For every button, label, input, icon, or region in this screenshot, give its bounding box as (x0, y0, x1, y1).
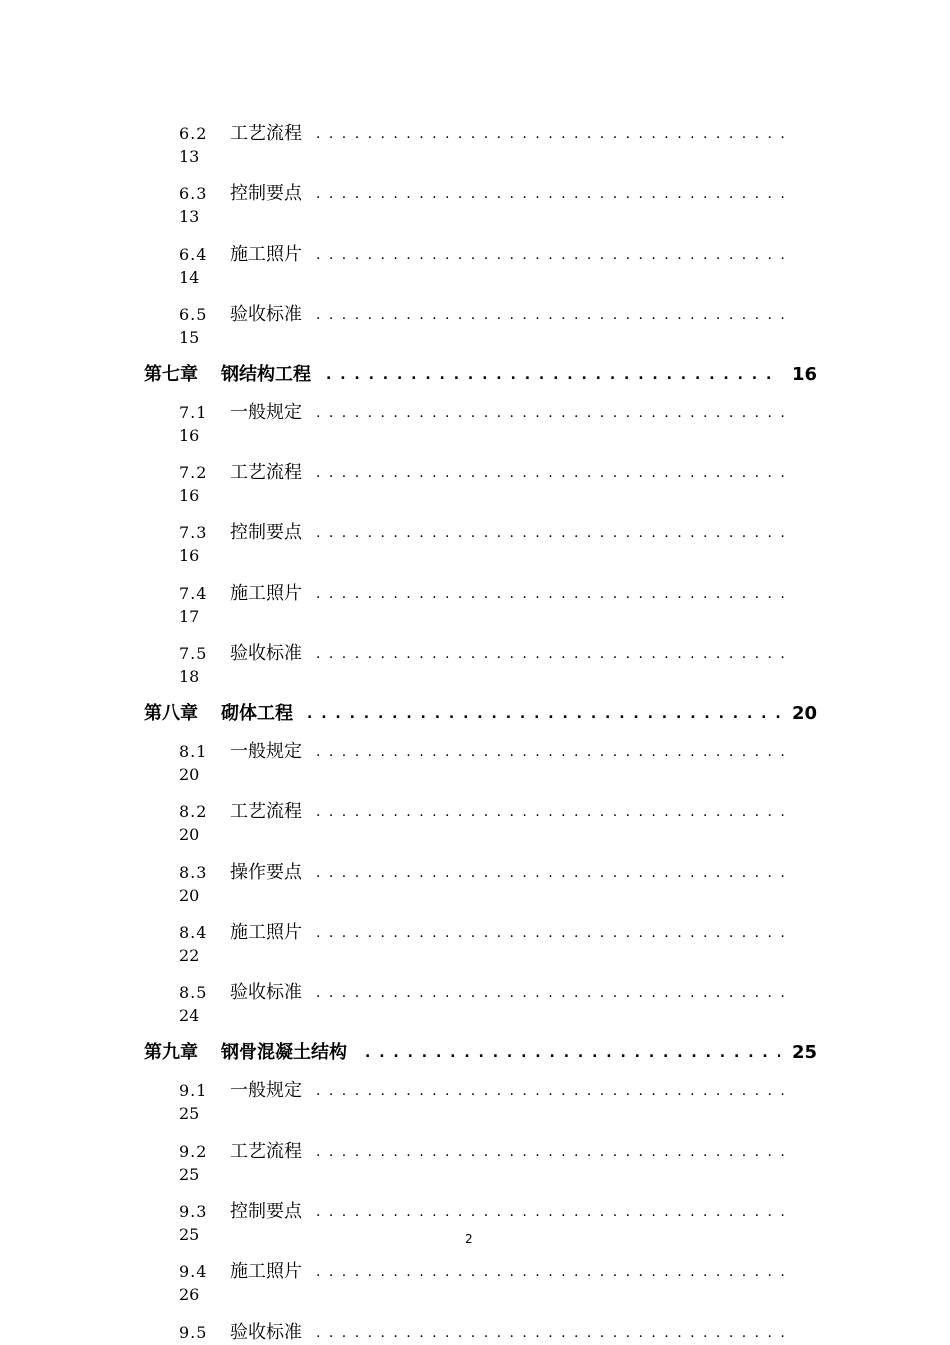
dot-leader (326, 363, 780, 387)
dot-leader (316, 1080, 792, 1102)
section-title: 工艺流程 (230, 123, 302, 144)
chapter-page-number: 25 (792, 1042, 818, 1063)
section-number: 7.2 (179, 463, 208, 482)
section-number: 7.3 (179, 523, 208, 542)
section-page-number: 25 (179, 1225, 200, 1244)
toc-chapter-7[interactable] (0, 363, 950, 387)
chapter-title: 砌体工程 (221, 703, 293, 724)
section-title: 控制要点 (230, 522, 302, 543)
dot-leader (316, 1201, 792, 1223)
section-title: 验收标准 (230, 643, 302, 664)
toc-entry-9-3[interactable] (0, 1201, 950, 1245)
section-page-number: 18 (179, 667, 200, 686)
section-page-number: 15 (179, 328, 200, 347)
section-title: 工艺流程 (230, 462, 302, 483)
section-page-number: 20 (179, 886, 200, 905)
toc-entry-8-5[interactable] (0, 982, 950, 1026)
toc-entry-7-2[interactable] (0, 462, 950, 506)
dot-leader (316, 183, 792, 205)
section-title: 一般规定 (230, 1080, 302, 1101)
dot-leader (316, 741, 792, 763)
section-number: 8.4 (179, 923, 208, 942)
section-title: 施工照片 (230, 583, 302, 604)
section-title: 操作要点 (230, 862, 302, 883)
section-page-number: 14 (179, 268, 200, 287)
chapter-page-number: 20 (792, 703, 818, 724)
toc-chapter-9[interactable] (0, 1041, 950, 1065)
section-page-number: 17 (179, 607, 200, 626)
dot-leader (316, 643, 792, 665)
section-title: 施工照片 (230, 922, 302, 943)
dot-leader (316, 862, 792, 884)
section-number: 8.5 (179, 983, 208, 1002)
dot-leader (316, 982, 792, 1004)
section-page-number: 13 (179, 147, 200, 166)
section-number: 6.5 (179, 305, 208, 324)
section-page-number: 16 (179, 546, 200, 565)
toc-entry-7-5[interactable] (0, 643, 950, 687)
section-page-number: 25 (179, 1165, 200, 1184)
section-number: 9.3 (179, 1202, 208, 1221)
section-page-number: 16 (179, 426, 200, 445)
section-number: 6.3 (179, 184, 208, 203)
toc-chapter-8[interactable] (0, 702, 950, 726)
dot-leader (316, 922, 792, 944)
section-page-number: 20 (179, 825, 200, 844)
toc-entry-6-2[interactable] (0, 123, 950, 167)
section-page-number: 26 (179, 1285, 200, 1304)
chapter-title: 钢骨混凝土结构 (221, 1042, 347, 1063)
dot-leader (316, 1141, 792, 1163)
toc-entry-9-1[interactable] (0, 1080, 950, 1124)
dot-leader (316, 1322, 792, 1344)
dot-leader (307, 702, 780, 726)
section-title: 施工照片 (230, 1261, 302, 1282)
section-number: 8.3 (179, 863, 208, 882)
section-page-number: 24 (179, 1006, 200, 1025)
dot-leader (316, 123, 792, 145)
chapter-label: 第八章 (144, 703, 198, 724)
toc-entry-9-5[interactable] (0, 1322, 950, 1345)
section-title: 控制要点 (230, 183, 302, 204)
section-number: 8.2 (179, 802, 208, 821)
section-page-number: 13 (179, 207, 200, 226)
section-number: 7.4 (179, 584, 208, 603)
chapter-page-number: 16 (792, 364, 818, 385)
chapter-title: 钢结构工程 (221, 364, 311, 385)
section-number: 7.1 (179, 403, 208, 422)
section-title: 一般规定 (230, 402, 302, 423)
toc-entry-7-1[interactable] (0, 402, 950, 446)
section-title: 工艺流程 (230, 1141, 302, 1162)
section-number: 9.1 (179, 1081, 208, 1100)
toc-entry-7-4[interactable] (0, 583, 950, 627)
dot-leader (316, 402, 792, 424)
dot-leader (316, 304, 792, 326)
section-number: 9.4 (179, 1262, 208, 1281)
toc-entry-6-4[interactable] (0, 244, 950, 288)
dot-leader (365, 1041, 780, 1065)
toc-entry-9-4[interactable] (0, 1261, 950, 1305)
dot-leader (316, 244, 792, 266)
section-title: 施工照片 (230, 244, 302, 265)
section-number: 6.4 (179, 245, 208, 264)
dot-leader (316, 522, 792, 544)
section-page-number: 25 (179, 1104, 200, 1123)
section-number: 7.5 (179, 644, 208, 663)
toc-entry-7-3[interactable] (0, 522, 950, 566)
section-page-number: 20 (179, 765, 200, 784)
section-title: 验收标准 (230, 1322, 302, 1343)
chapter-label: 第七章 (144, 364, 198, 385)
toc-entry-9-2[interactable] (0, 1141, 950, 1185)
section-title: 验收标准 (230, 982, 302, 1003)
section-title: 控制要点 (230, 1201, 302, 1222)
toc-entry-6-5[interactable] (0, 304, 950, 348)
section-page-number: 16 (179, 486, 200, 505)
toc-entry-8-2[interactable] (0, 801, 950, 845)
section-number: 6.2 (179, 124, 208, 143)
section-number: 9.2 (179, 1142, 208, 1161)
section-title: 一般规定 (230, 741, 302, 762)
toc-entry-8-3[interactable] (0, 862, 950, 906)
toc-entry-6-3[interactable] (0, 183, 950, 227)
section-title: 验收标准 (230, 304, 302, 325)
dot-leader (316, 801, 792, 823)
page-number: 2 (465, 1232, 473, 1246)
section-number: 9.5 (179, 1323, 208, 1342)
dot-leader (316, 583, 792, 605)
dot-leader (316, 462, 792, 484)
section-title: 工艺流程 (230, 801, 302, 822)
section-number: 8.1 (179, 742, 208, 761)
dot-leader (316, 1261, 792, 1283)
toc-entry-8-1[interactable] (0, 741, 950, 785)
section-page-number: 22 (179, 946, 200, 965)
chapter-label: 第九章 (144, 1042, 198, 1063)
toc-entry-8-4[interactable] (0, 922, 950, 966)
